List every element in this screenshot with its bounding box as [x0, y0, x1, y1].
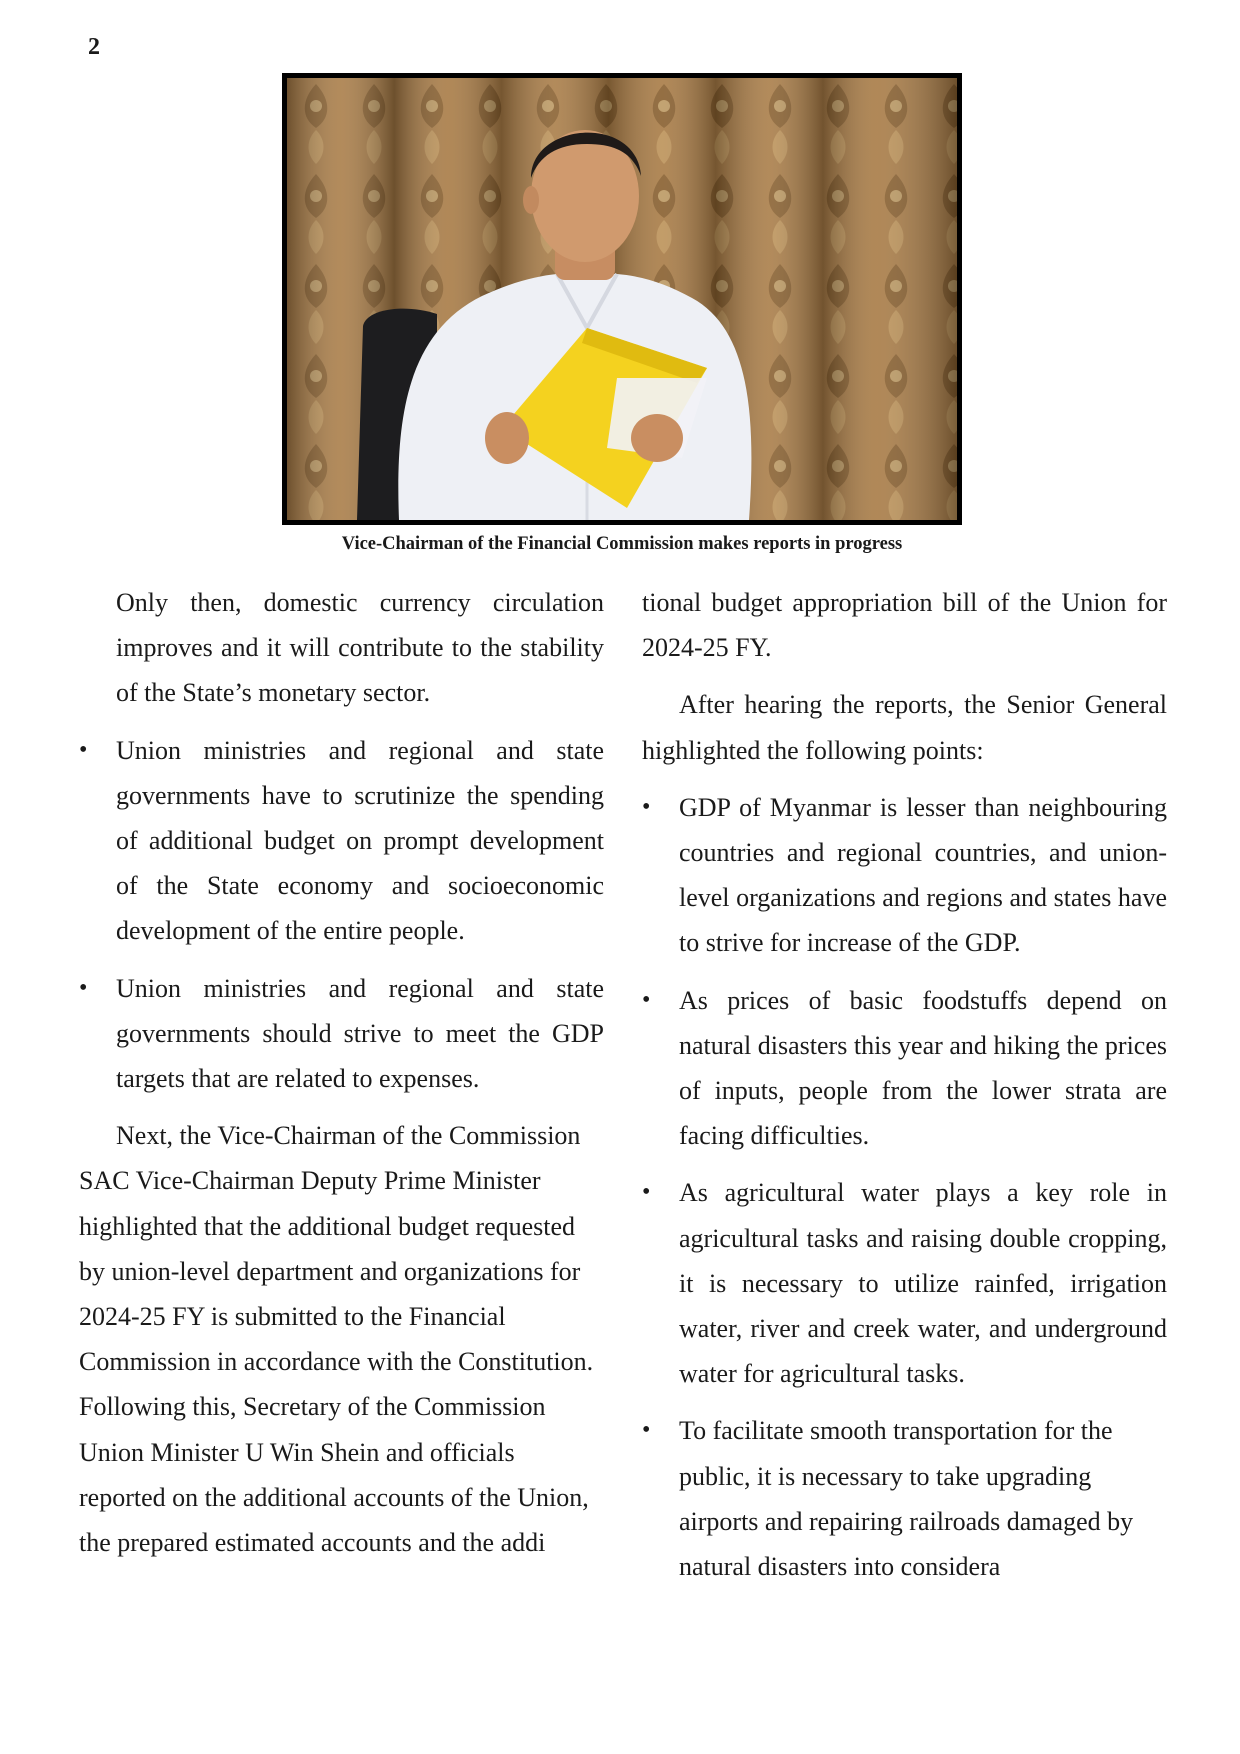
bullet-item: • As agricultural water plays a key role in agricultural tasks and raising double cropping, it is necessary to utilize rainfed, irrigation water, river and creek water, and underground water for agricultural tasks.: [642, 1170, 1167, 1396]
bullet-item: • To facilitate smooth transportation for the public, it is necessary to take upgrading airports and repairing railroads damaged by natural disasters into considera: [642, 1408, 1167, 1589]
paragraph: After hearing the reports, the Senior General highlighted the following points:: [642, 690, 1167, 765]
left-column: [79, 580, 604, 1565]
photo-caption: Vice-Chairman of the Financial Commission makes reports in progress: [341, 534, 903, 554]
bullet-item: • Union ministries and regional and state governments have to scrutinize the spending of additional budget on prompt development of the State economy and socioeconomic development of the entire people.: [79, 728, 604, 954]
news-photo: [282, 73, 962, 525]
page-number: 2: [88, 34, 100, 60]
official-reading-report-photo-icon: [287, 78, 957, 520]
bullet-item: • GDP of Myanmar is lesser than neighbouring countries and regional countries, and union-level organizations and regions and states have to strive for increase of the GDP.: [642, 785, 1167, 966]
paragraph: Next, the Vice-Chairman of the Commission SAC Vice-Chairman Deputy Prime Minister highlighted that the additional budget requested by union-level department and organizations for 2024-25 FY is submitted to the Financial Commission in accordance with the Constitution. Following this, Secretary of the Commission Union Minister U Win Shein and officials reported on the additional accounts of the Union, the prepared estimated accounts and the addi: [79, 1121, 594, 1558]
right-column: [642, 580, 1167, 1589]
paragraph: Only then, domestic currency circulation improves and it will contribute to the stability of the State’s monetary sector.: [116, 588, 604, 708]
bullet-item: • Union ministries and regional and state governments should strive to meet the GDP targets that are related to expenses.: [79, 966, 604, 1102]
paragraph: tional budget appropriation bill of the Union for 2024-25 FY.: [642, 588, 1167, 663]
bullet-item: • As prices of basic foodstuffs depend on natural disasters this year and hiking the prices of inputs, people from the lower strata are facing difficulties.: [642, 978, 1167, 1159]
